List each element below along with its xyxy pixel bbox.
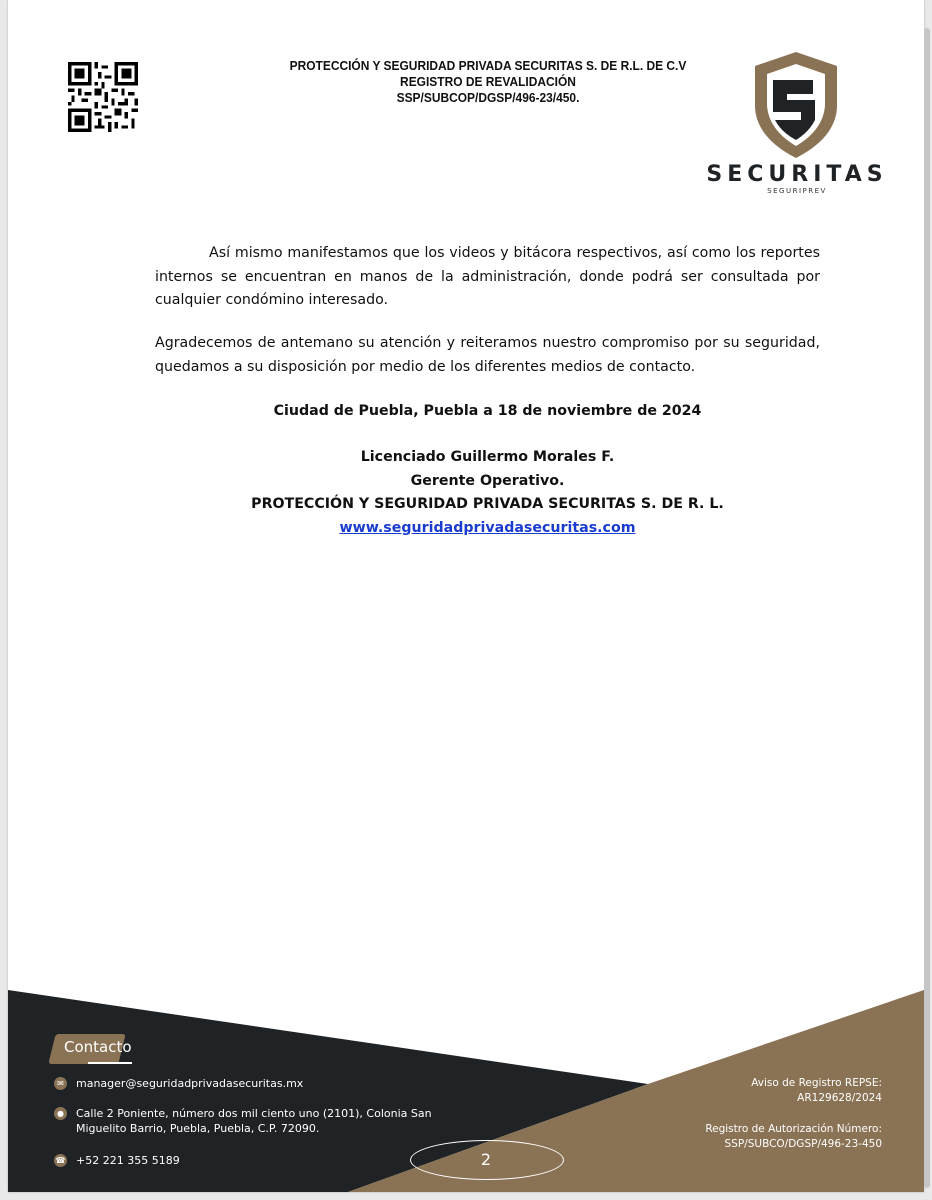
email-icon: ✉ [54, 1077, 67, 1090]
location-pin-icon: ● [54, 1107, 67, 1120]
contact-underline [88, 1062, 132, 1064]
scrollbar[interactable] [924, 28, 930, 1188]
page-number: 2 [480, 1150, 492, 1169]
date-line: Ciudad de Puebla, Puebla a 18 de noviembre de 2024 [273, 403, 702, 419]
repse-label: Aviso de Registro REPSE: [751, 1077, 882, 1089]
footer [8, 980, 924, 1192]
qr-code-icon [68, 62, 138, 132]
contact-title: Contacto [64, 1038, 132, 1056]
document-page [8, 0, 924, 1192]
signer-name: Licenciado Guillermo Morales F. [360, 449, 615, 465]
repse-value: AR129628/2024 [797, 1092, 882, 1104]
logo-wordmark: SECURITAS [706, 162, 888, 187]
auth-value: SSP/SUBCO/DGSP/496-23-450 [724, 1138, 882, 1150]
address-line-2: Miguelito Barrio, Puebla, Puebla, C.P. 72090. [76, 1122, 320, 1135]
body-paragraph-1: Así mismo manifestamos que los videos y bitácora respectivos, así como los reportes internos se encuentran en manos de la administración, donde podrá ser consultada por cualquier condómino interesado. [155, 245, 820, 308]
shield-s-logo-icon [753, 50, 839, 160]
logo-subtitle: SEGURIPREV [767, 187, 827, 195]
signer-role: Gerente Operativo. [410, 472, 565, 489]
signature-block [155, 446, 820, 540]
repse-notice [751, 1076, 882, 1106]
authorization-registry [705, 1122, 882, 1152]
registry-number: SSP/SUBCOP/DGSP/496-23/450. [396, 90, 580, 105]
company-heading: PROTECCIÓN Y SEGURIDAD PRIVADA SECURITAS S. DE R.L. DE C.V [289, 58, 687, 73]
auth-label: Registro de Autorización Número: [705, 1123, 882, 1135]
phone-text[interactable]: +52 221 355 5189 [76, 1154, 180, 1167]
address-line-1: Calle 2 Poniente, número dos mil ciento uno (2101), Colonia San [76, 1107, 432, 1120]
phone-icon: ☎ [55, 1156, 66, 1165]
body-paragraph-2: Agradecemos de antemano su atención y reiteramos nuestro compromiso por su seguridad, quedamos a su disposición por medio de los diferentes medios de contacto. [155, 335, 820, 375]
email-text[interactable]: manager@seguridadprivadasecuritas.mx [76, 1077, 304, 1090]
website-link[interactable]: www.seguridadprivadasecuritas.com [339, 519, 636, 536]
signer-company: PROTECCIÓN Y SEGURIDAD PRIVADA SECURITAS S. DE R. L. [251, 496, 724, 512]
document-header [258, 58, 718, 106]
registry-heading: REGISTRO DE REVALIDACIÓN [400, 74, 576, 89]
